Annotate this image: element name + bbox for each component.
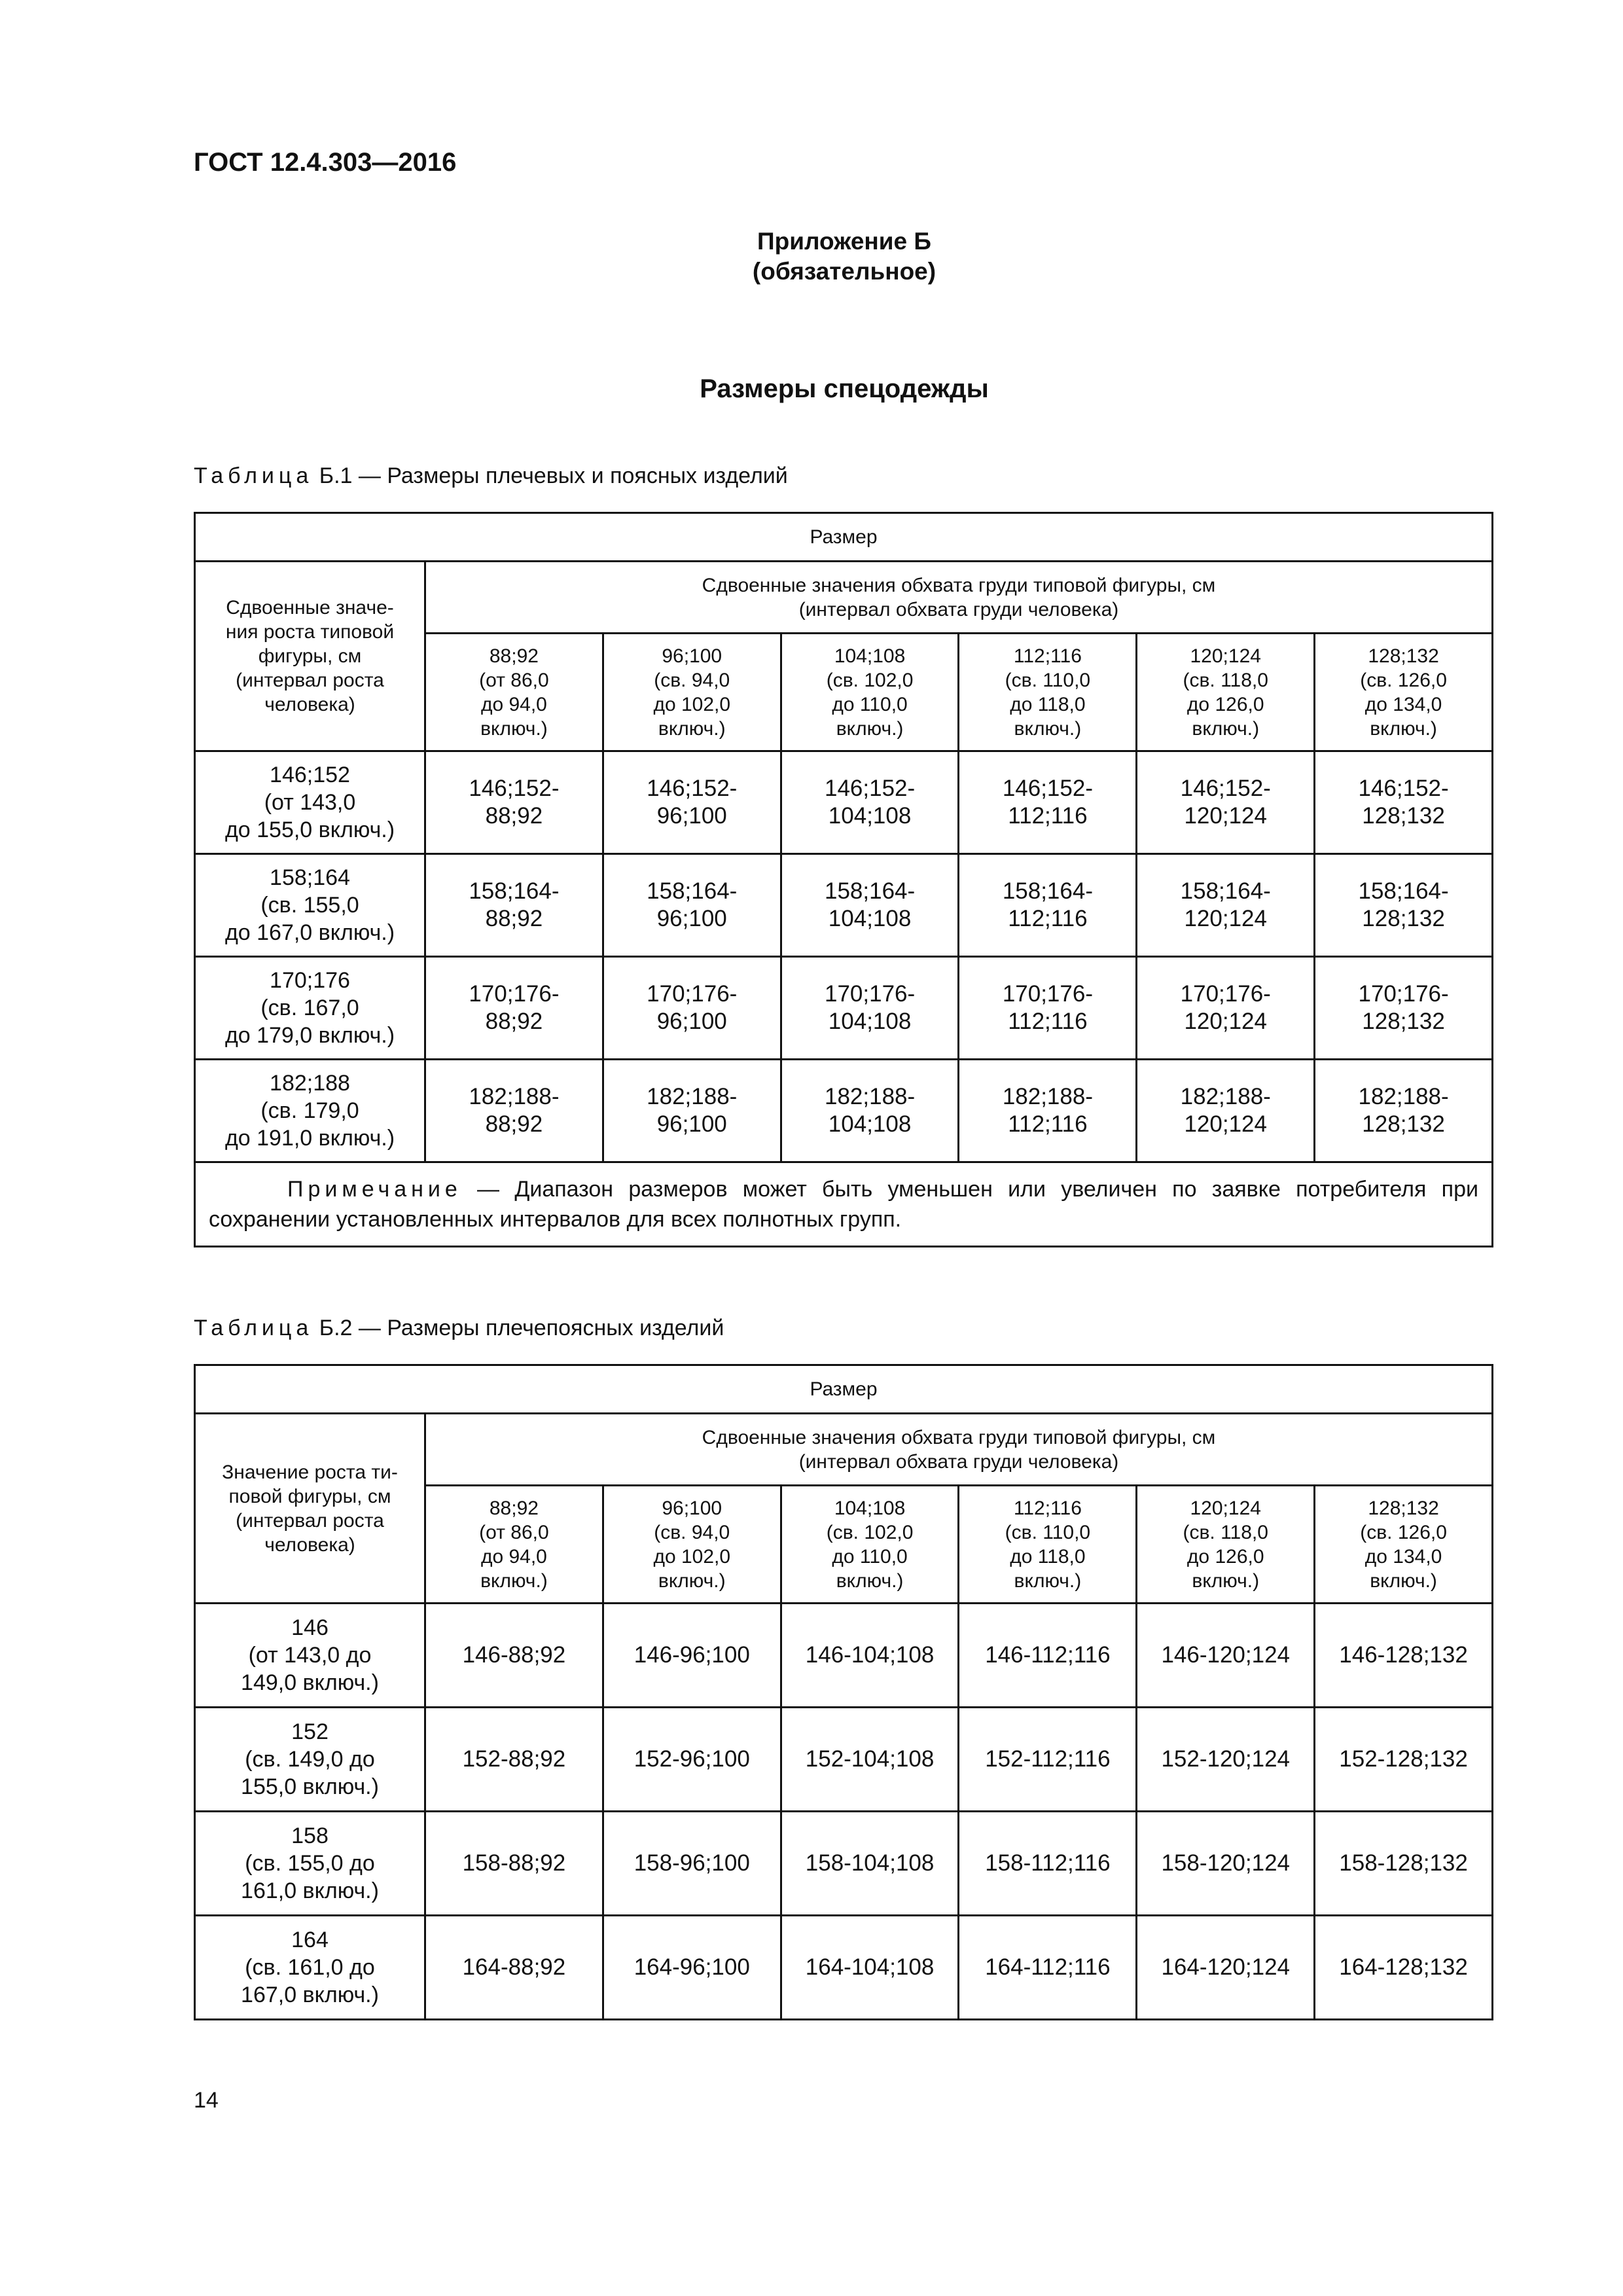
table-cell: 164-128;132 <box>1315 1916 1493 2020</box>
annex-title: Приложение Б <box>757 228 931 255</box>
row-label: 152 (св. 149,0 до 155,0 включ.) <box>195 1708 425 1812</box>
section-title: Размеры спецодежды <box>700 374 989 403</box>
table1-column-header: 104;108 (св. 102,0 до 110,0 включ.) <box>781 634 959 751</box>
table1-caption <box>194 463 788 489</box>
table-cell: 146-104;108 <box>781 1604 959 1708</box>
table1-column-header: 128;132 (св. 126,0 до 134,0 включ.) <box>1315 634 1493 751</box>
annex-type: (обязательное) <box>752 258 936 285</box>
table-cell: 158-96;100 <box>603 1812 781 1916</box>
table2-caption <box>194 1316 724 1341</box>
table-cell: 152-104;108 <box>781 1708 959 1812</box>
table2-size-header: Размер <box>195 1365 1493 1414</box>
table-cell: 152-96;100 <box>603 1708 781 1812</box>
table-cell: 146-112;116 <box>959 1604 1137 1708</box>
table-cell: 164-96;100 <box>603 1916 781 2020</box>
table-row <box>195 1916 1493 2020</box>
table-cell: 164-104;108 <box>781 1916 959 2020</box>
table-cell: 170;176- 120;124 <box>1137 957 1315 1060</box>
table1-caption-label: Таблица <box>194 463 313 488</box>
table-row <box>195 854 1493 957</box>
page-number: 14 <box>194 2088 219 2113</box>
table2-column-header: 104;108 (св. 102,0 до 110,0 включ.) <box>781 1486 959 1604</box>
table-cell: 158-104;108 <box>781 1812 959 1916</box>
table-cell: 158;164- 96;100 <box>603 854 781 957</box>
table-cell: 158-120;124 <box>1137 1812 1315 1916</box>
table-cell: 146;152- 88;92 <box>425 751 603 854</box>
table-cell: 146-128;132 <box>1315 1604 1493 1708</box>
table-cell: 158-112;116 <box>959 1812 1137 1916</box>
table2-column-header: 88;92 (от 86,0 до 94,0 включ.) <box>425 1486 603 1604</box>
table-cell: 146;152- 128;132 <box>1315 751 1493 854</box>
row-label: 146 (от 143,0 до 149,0 включ.) <box>195 1604 425 1708</box>
table-row <box>195 751 1493 854</box>
table-cell: 170;176- 128;132 <box>1315 957 1493 1060</box>
table-cell: 170;176- 112;116 <box>959 957 1137 1060</box>
document-header: ГОСТ 12.4.303—2016 <box>194 148 457 177</box>
table1-column-header: 112;116 (св. 110,0 до 118,0 включ.) <box>959 634 1137 751</box>
table2-column-header: 128;132 (св. 126,0 до 134,0 включ.) <box>1315 1486 1493 1604</box>
table1-column-header: 88;92 (от 86,0 до 94,0 включ.) <box>425 634 603 751</box>
table2-column-header: 96;100 (св. 94,0 до 102,0 включ.) <box>603 1486 781 1604</box>
table-row <box>195 1708 1493 1812</box>
table-cell: 146-88;92 <box>425 1604 603 1708</box>
row-label: 164 (св. 161,0 до 167,0 включ.) <box>195 1916 425 2020</box>
table1-note-text: — Диапазон размеров может быть уменьшен или увеличен по заявке потребителя при сохранении установленных интервалов для всех полнотных групп. <box>209 1177 1478 1232</box>
table2-col-group-header: Сдвоенные значения обхвата груди типовой фигуры, см (интервал обхвата груди человека) <box>425 1414 1493 1486</box>
table-cell: 152-88;92 <box>425 1708 603 1812</box>
table-cell: 158;164- 120;124 <box>1137 854 1315 957</box>
table-cell: 164-88;92 <box>425 1916 603 2020</box>
table-cell: 182;188- 128;132 <box>1315 1060 1493 1162</box>
table2 <box>194 1364 1493 2020</box>
table-cell: 158;164- 112;116 <box>959 854 1137 957</box>
table-cell: 146-96;100 <box>603 1604 781 1708</box>
table1-note-label: Примечание <box>287 1177 462 1202</box>
row-label: 146;152 (от 143,0 до 155,0 включ.) <box>195 751 425 854</box>
table-cell: 152-128;132 <box>1315 1708 1493 1812</box>
table1-row-header: Сдвоенные значе- ния роста типовой фигуры, см (интервал роста человека) <box>195 562 425 751</box>
table-cell: 158-88;92 <box>425 1812 603 1916</box>
table-cell: 164-120;124 <box>1137 1916 1315 2020</box>
table-cell: 182;188- 88;92 <box>425 1060 603 1162</box>
table2-caption-label: Таблица <box>194 1316 313 1340</box>
table-cell: 146;152- 112;116 <box>959 751 1137 854</box>
table1-caption-text: Б.1 — Размеры плечевых и поясных изделий <box>313 463 788 488</box>
table-cell: 158;164- 88;92 <box>425 854 603 957</box>
table-row <box>195 1060 1493 1162</box>
table2-column-header: 120;124 (св. 118,0 до 126,0 включ.) <box>1137 1486 1315 1604</box>
table2-row-header: Значение роста ти- повой фигуры, см (интервал роста человека) <box>195 1414 425 1604</box>
table1-size-header: Размер <box>195 513 1493 562</box>
table-cell: 146;152- 104;108 <box>781 751 959 854</box>
row-label: 182;188 (св. 179,0 до 191,0 включ.) <box>195 1060 425 1162</box>
table-row <box>195 1812 1493 1916</box>
annex-heading <box>0 226 1623 287</box>
table1-column-header: 120;124 (св. 118,0 до 126,0 включ.) <box>1137 634 1315 751</box>
table-cell: 170;176- 96;100 <box>603 957 781 1060</box>
table1-column-header: 96;100 (св. 94,0 до 102,0 включ.) <box>603 634 781 751</box>
table2-column-header: 112;116 (св. 110,0 до 118,0 включ.) <box>959 1486 1137 1604</box>
table-cell: 158;164- 128;132 <box>1315 854 1493 957</box>
row-label: 158 (св. 155,0 до 161,0 включ.) <box>195 1812 425 1916</box>
table-cell: 182;188- 104;108 <box>781 1060 959 1162</box>
table-row <box>195 957 1493 1060</box>
table-cell: 158;164- 104;108 <box>781 854 959 957</box>
table2-caption-text: Б.2 — Размеры плечепоясных изделий <box>313 1316 724 1340</box>
table-row <box>195 1604 1493 1708</box>
table-cell: 152-112;116 <box>959 1708 1137 1812</box>
table1-col-group-header: Сдвоенные значения обхвата груди типовой фигуры, см (интервал обхвата груди человека) <box>425 562 1493 634</box>
table-cell: 164-112;116 <box>959 1916 1137 2020</box>
table-cell: 152-120;124 <box>1137 1708 1315 1812</box>
table-cell: 146;152- 96;100 <box>603 751 781 854</box>
table-cell: 158-128;132 <box>1315 1812 1493 1916</box>
row-label: 158;164 (св. 155,0 до 167,0 включ.) <box>195 854 425 957</box>
table-cell: 170;176- 88;92 <box>425 957 603 1060</box>
row-label: 170;176 (св. 167,0 до 179,0 включ.) <box>195 957 425 1060</box>
table-cell: 170;176- 104;108 <box>781 957 959 1060</box>
table-cell: 146;152- 120;124 <box>1137 751 1315 854</box>
table-cell: 182;188- 112;116 <box>959 1060 1137 1162</box>
table-cell: 182;188- 120;124 <box>1137 1060 1315 1162</box>
table-cell: 146-120;124 <box>1137 1604 1315 1708</box>
table1-note <box>195 1162 1493 1247</box>
table-cell: 182;188- 96;100 <box>603 1060 781 1162</box>
table1 <box>194 512 1493 1247</box>
